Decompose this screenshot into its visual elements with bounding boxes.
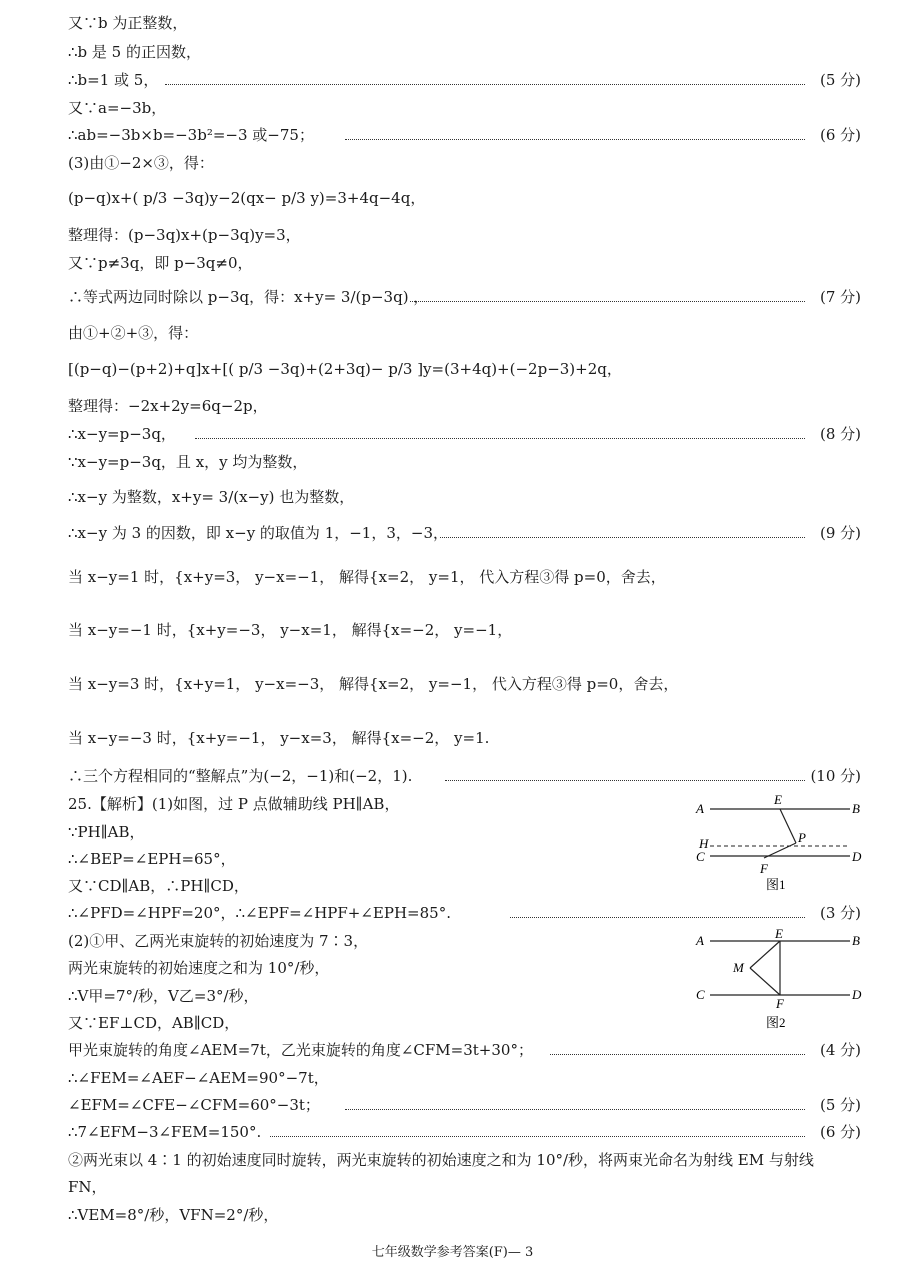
fig1-label-b: B [852, 801, 860, 816]
fig1-label-d: D [852, 849, 862, 864]
answer-line: ∴∠FEM=∠AEF−∠AEM=90°−7t， [68, 1069, 329, 1087]
score-leader-dots [195, 438, 805, 439]
answer-line: ∴V甲=7°/秒，V乙=3°/秒， [68, 987, 259, 1005]
answer-line: 由①+②+③，得： [68, 324, 199, 342]
figure-1 [690, 792, 880, 892]
score-marker: (8 分) [819, 425, 861, 443]
fig1-label-e: E [774, 792, 782, 807]
score-leader-dots [410, 301, 805, 302]
score-marker: (6 分) [819, 1123, 861, 1141]
answer-line: 25.【解析】(1)如图，过 P 点做辅助线 PH∥AB， [68, 795, 400, 813]
figure-2 [690, 928, 880, 1028]
answer-line: 当 x−y=3 时，{x+y=1， y−x=−3， 解得{x=2， y=−1， 代入方程③得 p=0，舍去， [68, 675, 679, 693]
answer-line: ∴x−y 为 3 的因数，即 x−y 的取值为 1，−1，3，−3， [68, 524, 449, 542]
answer-line: 又∵CD∥AB，∴PH∥CD， [68, 877, 249, 895]
answer-line: (2)①甲、乙两光束旋转的初始速度为 7∶3， [68, 932, 369, 950]
score-leader-dots [345, 1109, 805, 1110]
fig2-label-m: M [733, 960, 744, 975]
answer-line: ∠EFM=∠CFE−∠CFM=60°−3t； [68, 1096, 320, 1114]
answer-line: ∴三个方程相同的“整解点”为(−2，−1)和(−2，1). [68, 767, 413, 785]
score-marker: (7 分) [819, 288, 861, 306]
answer-line: 当 x−y=1 时，{x+y=3， y−x=−1， 解得{x=2， y=1， 代入方程③得 p=0，舍去， [68, 568, 666, 586]
answer-line: ∵x−y=p−3q，且 x，y 均为整数， [68, 453, 308, 471]
answer-line: 又∵EF⊥CD，AB∥CD， [68, 1014, 240, 1032]
answer-line: 整理得：−2x+2y=6q−2p， [68, 397, 268, 415]
fig1-label-a: A [696, 801, 704, 816]
fig1-caption: 图1 [766, 877, 786, 892]
score-leader-dots [510, 917, 805, 918]
fig2-label-d: D [852, 987, 862, 1002]
fig2-label-f: F [776, 996, 784, 1011]
fig2-label-a: A [696, 933, 704, 948]
answer-line: ∴∠BEP=∠EPH=65°， [68, 850, 236, 868]
score-marker: (3 分) [819, 904, 861, 922]
score-marker: (5 分) [819, 1096, 861, 1114]
answer-line: 又∵a=−3b， [68, 99, 167, 117]
score-marker: (5 分) [819, 71, 861, 89]
segment-em [750, 941, 780, 968]
score-marker: (9 分) [819, 524, 861, 542]
answer-line: (3)由①−2×③，得： [68, 154, 214, 172]
answer-line: 又∵p≠3q，即 p−3q≠0， [68, 254, 253, 272]
answer-line: ∴x−y=p−3q， [68, 425, 176, 443]
answer-line: ∴∠PFD=∠HPF=20°，∴∠EPF=∠HPF+∠EPH=85°. [68, 904, 451, 922]
score-leader-dots [270, 1136, 805, 1137]
answer-line: (p−q)x+( p/3 −3q)y−2(qx− p/3 y)=3+4q−4q， [68, 189, 426, 207]
fig2-label-b: B [852, 933, 860, 948]
answer-line: ∴7∠EFM−3∠FEM=150°. [68, 1123, 262, 1141]
answer-line: ∵PH∥AB， [68, 823, 145, 841]
answer-line: 又∵b 为正整数， [68, 14, 188, 32]
answer-line: FN， [68, 1178, 107, 1196]
answer-line: 两光束旋转的初始速度之和为 10°/秒， [68, 959, 330, 977]
segment-mf [750, 968, 780, 995]
answer-line: ②两光束以 4∶1 的初始速度同时旋转，两光束旋转的初始速度之和为 10°/秒，将两束光命名为射线 EM 与射线 [68, 1151, 814, 1169]
fig2-caption: 图2 [766, 1015, 786, 1030]
score-leader-dots [165, 84, 805, 85]
fig2-label-c: C [696, 987, 705, 1002]
score-leader-dots [440, 537, 805, 538]
answer-line: [(p−q)−(p+2)+q]x+[( p/3 −3q)+(2+3q)− p/3 ]y=(3+4q)+(−2p−3)+2q， [68, 360, 622, 378]
answer-line: 甲光束旋转的角度∠AEM=7t，乙光束旋转的角度∠CFM=3t+30°； [68, 1041, 533, 1059]
answer-line: 当 x−y=−3 时，{x+y=−1， y−x=3， 解得{x=−2， y=1. [68, 729, 490, 747]
fig1-label-c: C [696, 849, 705, 864]
answer-line: ∴x−y 为整数，x+y= 3/(x−y) 也为整数， [68, 488, 355, 506]
fig1-label-f: F [760, 861, 768, 876]
score-leader-dots [550, 1054, 805, 1055]
page-footer: 七年级数学参考答案(F)— 3 [371, 1245, 534, 1260]
answer-line: 当 x−y=−1 时，{x+y=−3， y−x=1， 解得{x=−2， y=−1， [68, 621, 513, 639]
score-marker: (4 分) [819, 1041, 861, 1059]
fig1-label-p: P [798, 830, 806, 845]
answer-line: ∴ab=−3b×b=−3b²=−3 或−75； [68, 126, 314, 144]
fig2-label-e: E [775, 926, 783, 941]
answer-line: ∴VEM=8°/秒，VFN=2°/秒， [68, 1206, 279, 1224]
score-leader-dots [345, 139, 805, 140]
answer-line: ∴b 是 5 的正因数， [68, 43, 201, 61]
score-leader-dots [445, 780, 805, 781]
score-marker: (6 分) [819, 126, 861, 144]
segment-ep [780, 809, 796, 843]
score-marker: (10 分) [810, 767, 861, 785]
answer-line: ∴b=1 或 5， [68, 71, 159, 89]
answer-line: 整理得：(p−3q)x+(p−3q)y=3， [68, 226, 301, 244]
fig1-label-h: H [699, 836, 709, 851]
answer-line: ∴等式两边同时除以 p−3q，得：x+y= 3/(p−3q) ， [68, 288, 429, 306]
